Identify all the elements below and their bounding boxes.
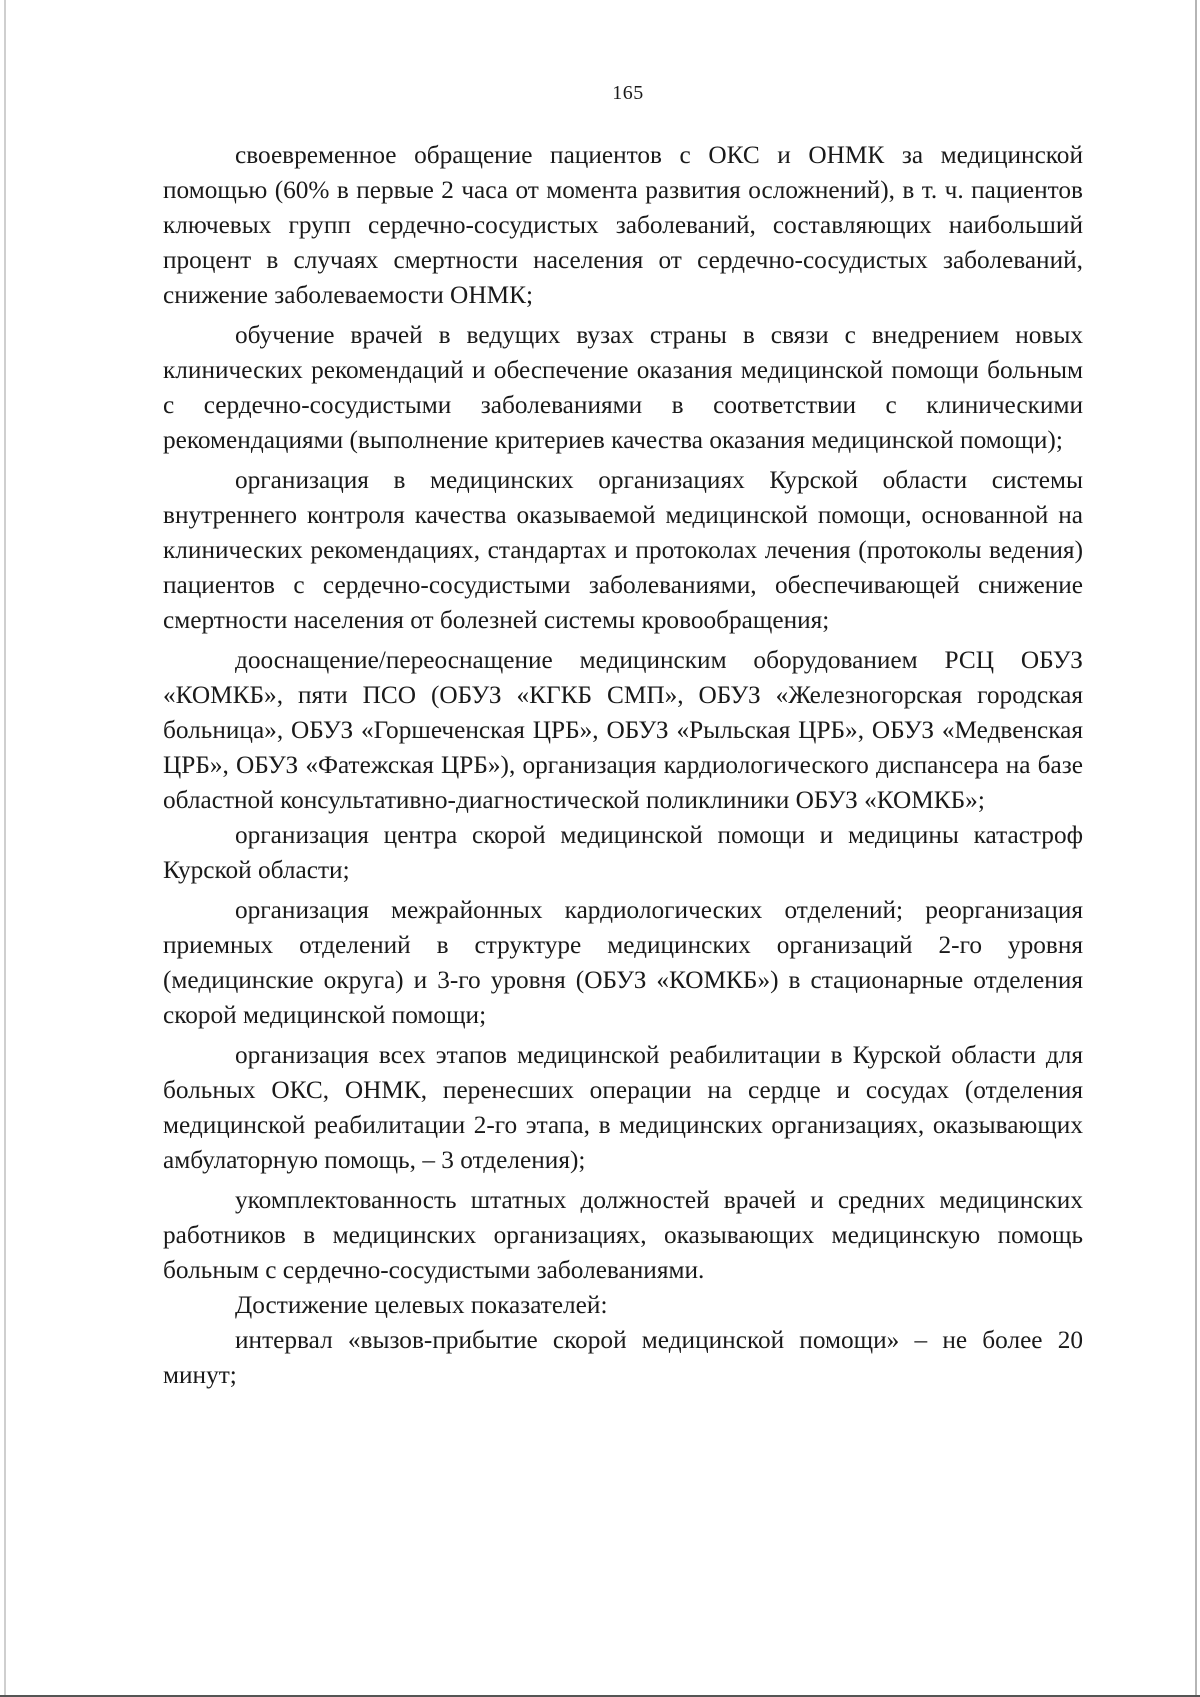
scan-edge-left <box>4 0 6 1697</box>
paragraph-cardiology-departments: организация межрайонных кардиологических отделений; реорганизация приемных отделений в структуре медицинских организаций 2-го уровня (медицинские округа) и 3-го уровня (ОБУЗ «КОМКБ») в стационарные отделения скорой медицинской помощи; <box>163 896 1083 1029</box>
paragraph-doctor-training: обучение врачей в ведущих вузах страны в связи с внедрением новых клинических рекомендаций и обеспечение оказания медицинской помощи больным с сердечно-сосудистыми заболеваниями в соответствии с клиническими рекомендациями (выполнение критериев качества оказания медицинской помощи); <box>163 321 1083 454</box>
paragraph-quality-control: организация в медицинских организациях Курской области системы внутреннего контроля качества оказываемой медицинской помощи, основанной на клинических рекомендациях, стандартах и протоколах лечения (протоколы ведения) пациентов с сердечно-сосудистыми заболеваниями, обеспечивающей снижение смертности населения от болезней системы кровообращения; <box>163 466 1083 634</box>
paragraph-emergency-center: организация центра скорой медицинской помощи и медицины катастроф Курской области; <box>163 821 1083 884</box>
paragraph-staffing: укомплектованность штатных должностей врачей и средних медицинских работников в медицинских организациях, оказывающих медицинскую помощь больным с сердечно-сосудистыми заболеваниями. <box>163 1186 1083 1284</box>
paragraph-equipment: дооснащение/переоснащение медицинским оборудованием РСЦ ОБУЗ «КОМКБ», пяти ПСО (ОБУЗ «КГКБ СМП», ОБУЗ «Железногорская городская больница», ОБУЗ «Горшеченская ЦРБ», ОБУЗ «Рыльская ЦРБ», ОБУЗ «Медвенская ЦРБ», ОБУЗ «Фатежская ЦРБ»), организация кардиологического диспансера на базе областной консультативно-диагностической поликлиники ОБУЗ «КОМКБ»; <box>163 646 1083 814</box>
page-number: 165 <box>612 82 644 104</box>
paragraph-ambulance-interval: интервал «вызов-прибытие скорой медицинской помощи» – не более 20 минут; <box>163 1326 1083 1389</box>
paragraph-targets-heading: Достижение целевых показателей: <box>235 1291 608 1319</box>
paragraph-timely-treatment: своевременное обращение пациентов с ОКС и ОНМК за медицинской помощью (60% в первые 2 часа от момента развития осложнений), в т. ч. пациентов ключевых групп сердечно-сосудистых заболеваний, составляющих наибольший процент в случаях смертности населения от сердечно-сосудистых заболеваний, снижение заболеваемости ОНМК; <box>163 141 1083 309</box>
scan-edge-right <box>1195 0 1197 1697</box>
paragraph-rehabilitation: организация всех этапов медицинской реабилитации в Курской области для больных ОКС, ОНМК, перенесших операции на сердце и сосудах (отделения медицинской реабилитации 2-го этапа, в медицинских организациях, оказывающих амбулаторную помощь, – 3 отделения); <box>163 1041 1083 1174</box>
document-body <box>163 138 1083 1393</box>
